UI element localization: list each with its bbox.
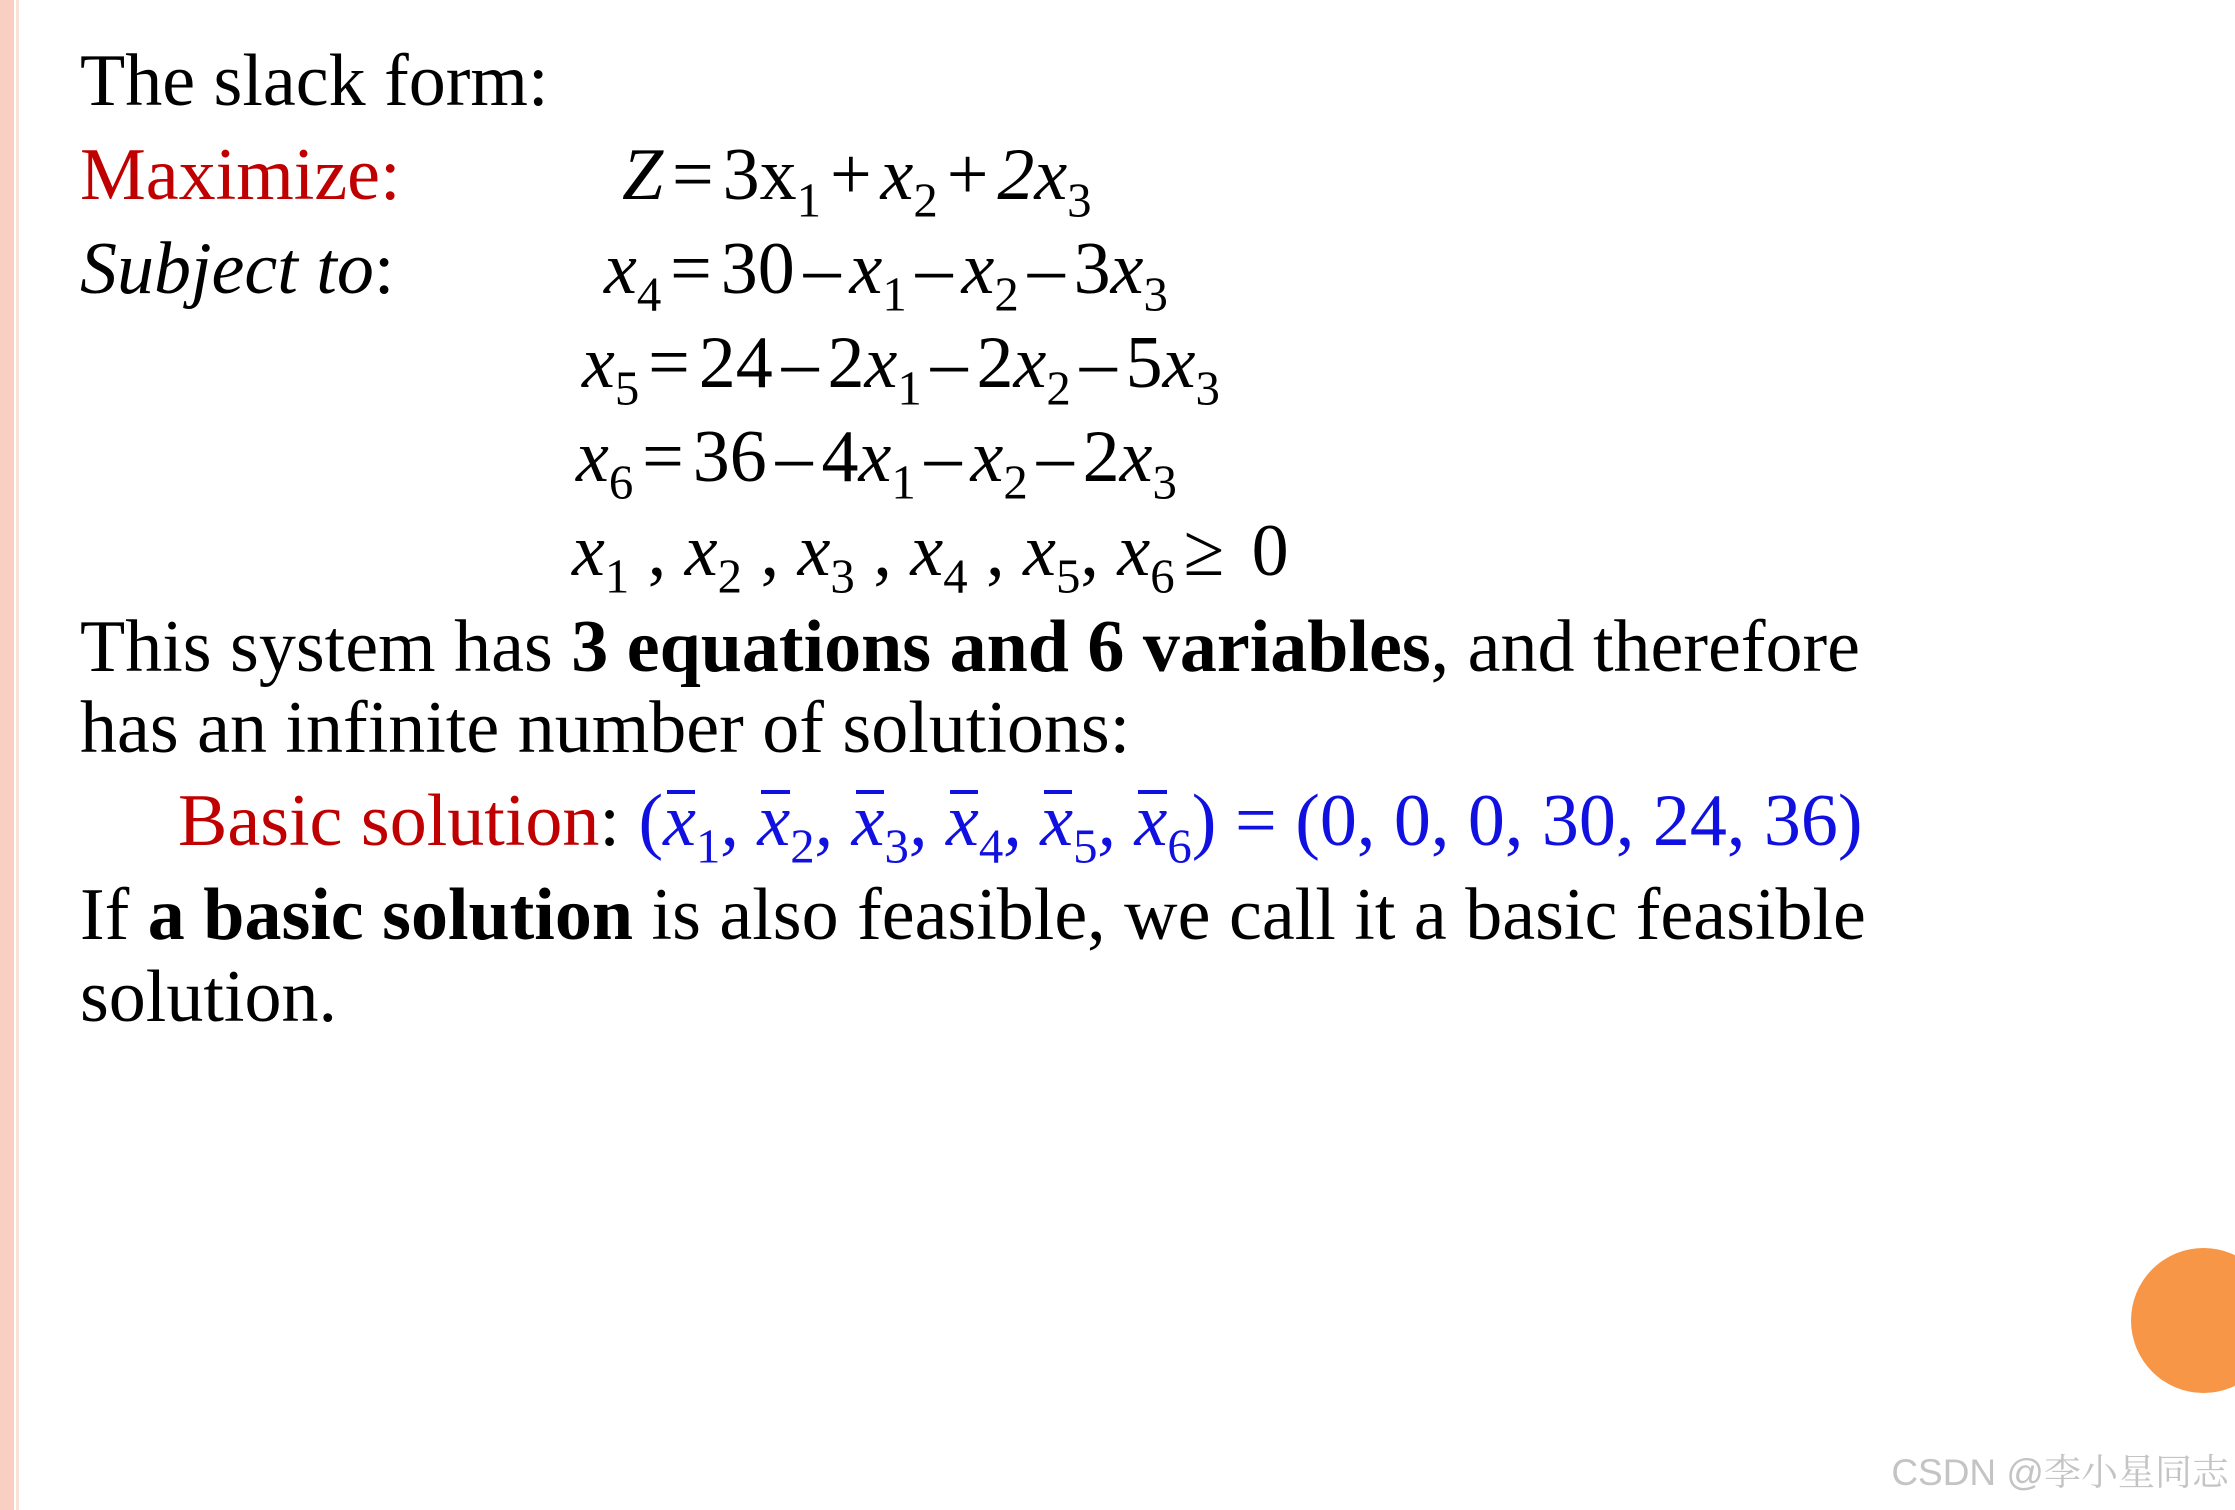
paragraph-feasible-line-1: If a basic solution is also feasible, we call it a basic feasible	[80, 874, 1866, 956]
decorative-orange-circle	[2131, 1248, 2235, 1393]
heading: The slack form:	[80, 40, 549, 122]
basic-solution-values: (0, 0, 0, 30, 24, 36)	[1295, 780, 1863, 862]
paragraph-system-line-2: has an infinite number of solutions:	[80, 687, 1131, 769]
constraint-row-2: $x_5 = 24 - 2x_1 - 2x_2 - 5x_3$	[582, 322, 1220, 416]
emphasis-basic-solution: a basic solution	[147, 874, 634, 956]
left-border-stripe	[0, 0, 14, 1510]
basic-solution-line: Basic solution: ($x_1$, $x_2$, $x_3$, $x_4$, $x_5$, $x_6) = (0$, 0, 0, 30, 24, 36)	[178, 780, 1863, 874]
basic-solution-label: Basic solution	[178, 780, 600, 862]
constraints-label: Subject to:	[80, 228, 395, 310]
basic-solution-tuple: ($x_1$, $x_2$, $x_3$, $x_4$, $x_5$, $x_6) = (0$, 0, 0, 30, 24, 36)	[638, 780, 1863, 874]
left-border-line	[16, 0, 19, 1510]
objective-equation: $Z = 3x_1 + x_2 + 2x_3$	[622, 134, 1092, 228]
paragraph-feasible-line-2: solution.	[80, 956, 337, 1038]
constraint-row-3: $x_6 = 36 - 4x_1 - x_2 - 2x_3$	[576, 416, 1177, 510]
watermark: CSDN @李小星同志	[1891, 1452, 2229, 1493]
nonnegativity-constraint: $x_1$ , $x_2$ , $x_3$ , $x_4$ , $x_5$, $x_6 \ge 0$	[572, 510, 1289, 604]
paragraph-system-line-1: This system has 3 equations and 6 variables, and therefore	[80, 606, 1861, 688]
constraint-row-1: $x_4 = 30 - x_1 - x_2 - 3x_3$	[604, 228, 1168, 322]
objective-label: Maximize:	[80, 134, 401, 216]
emphasis-equations-variables: 3 equations and 6 variables	[571, 606, 1431, 688]
